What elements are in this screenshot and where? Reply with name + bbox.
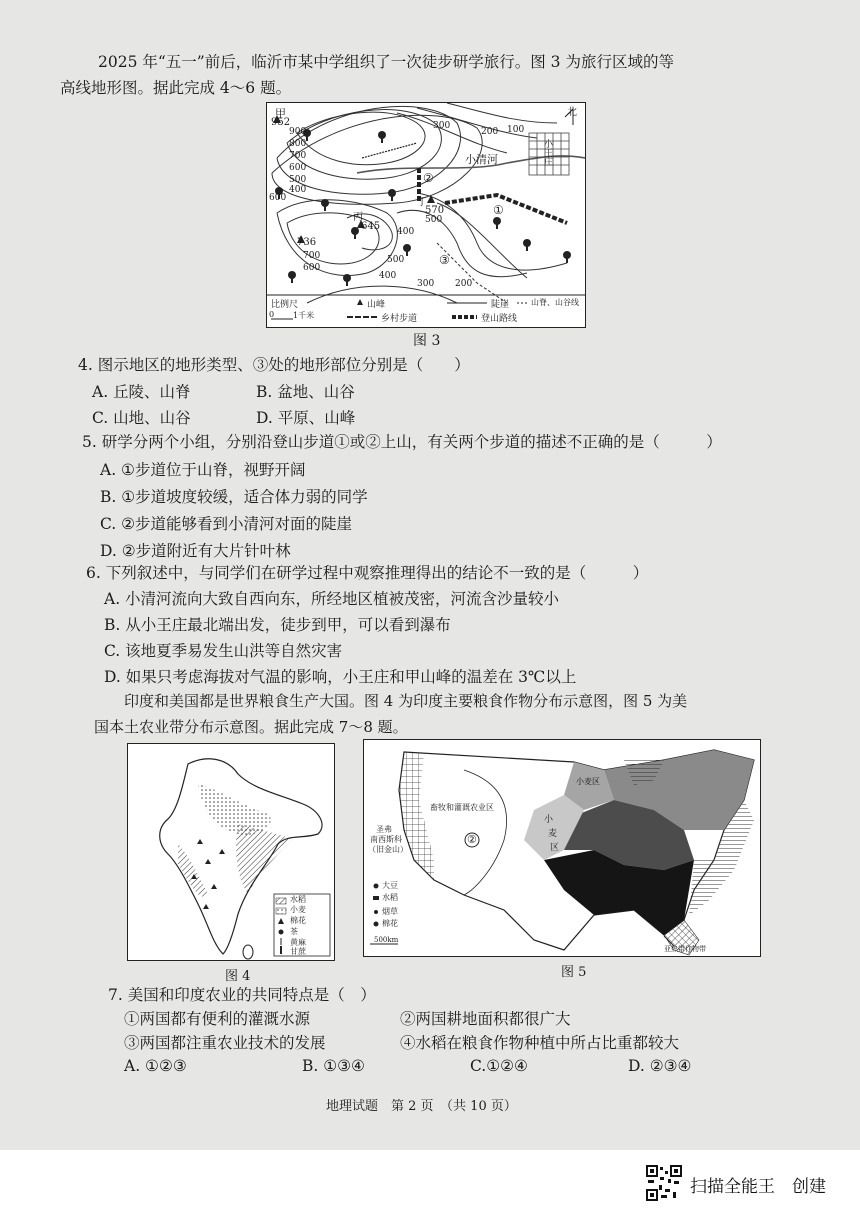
legend-path: 乡村步道 — [381, 314, 418, 324]
question-5-option-a: A. ①步道位于山脊，视野开阔 — [100, 461, 306, 479]
scanner-watermark-text: 扫描全能王 创建 — [690, 1177, 826, 1197]
question-4-option-d: D. 平原、山峰 — [256, 409, 356, 427]
contour-label: 700 — [303, 251, 321, 261]
contour-label: 400 — [289, 185, 307, 195]
wheat-center-label-2: 麦 — [548, 829, 558, 839]
legend-sugarcane: 甘蔗 — [290, 947, 306, 956]
question-7-statement-2: ②两国耕地面积都很广大 — [400, 1010, 571, 1028]
contour-label: 800 — [289, 139, 307, 149]
contour-label: 100 — [507, 125, 525, 135]
question-5-option-c: C. ②步道能够看到小清河对面的陡崖 — [100, 515, 353, 533]
question-7-statement-4: ④水稻在粮食作物种植中所占比重都较大 — [400, 1034, 680, 1052]
question-7-statement-1: ①两国都有便利的灌溉水源 — [124, 1010, 311, 1028]
legend-rice: 水稻 — [382, 893, 398, 902]
legend-tea: 茶 — [290, 927, 298, 936]
legend-peak: 山峰 — [367, 300, 386, 310]
question-7-statement-3: ③两国都注重农业技术的发展 — [124, 1034, 326, 1052]
contour-label: 400 — [379, 271, 397, 281]
legend-tobacco: 烟草 — [382, 907, 398, 916]
intro-text-line: 印度和美国都是世界粮食生产大国。图 4 为印度主要粮食作物分布示意图，图 5 为美 — [124, 692, 688, 710]
contour-label: 700 — [289, 151, 307, 161]
figure-3-contour-map — [266, 102, 586, 328]
figure-5-usa-map — [363, 739, 761, 957]
question-5-option-b: B. ①步道坡度较缓，适合体力弱的同学 — [100, 488, 368, 506]
question-4-stem: 4. 图示地区的地形类型、③处的地形部位分别是（ ） — [78, 356, 470, 374]
question-6-option-c: C. 该地夏季易发生山洪等自然灾害 — [104, 642, 343, 660]
question-5-stem: 5. 研学分两个小组，分别沿登山步道①或②上山，有关两个步道的描述不正确的是（ ） — [82, 433, 722, 451]
legend-wheat: 小麦 — [290, 905, 306, 914]
usa-map-svg — [364, 740, 760, 956]
question-4-option-a: A. 丘陵、山脊 — [92, 383, 191, 401]
wheat-north-label: 小麦区 — [576, 777, 600, 786]
peak-jia-elevation: 952 — [271, 117, 291, 128]
question-6-option-b: B. 从小王庄最北端出发，徒步到甲，可以看到瀑布 — [104, 616, 451, 634]
intro-text-line: 2025 年“五一”前后，临沂市某中学组织了一次徒步研学旅行。图 3 为旅行区域的等 — [98, 53, 674, 71]
scale-label: 500km — [374, 936, 399, 944]
question-6-option-a: A. 小清河流向大致自西向东，所经地区植被茂密，河流含沙量较小 — [104, 590, 560, 608]
legend-cotton: 棉花 — [290, 916, 306, 925]
sf-label-2: 南西斯科 — [370, 835, 402, 844]
question-6-option-d: D. 如果只考虑海拔对气温的影响，小王庄和甲山峰的温差在 3℃以上 — [104, 668, 577, 686]
page-footer: 地理试题 第 2 页 （共 10 页） — [326, 1099, 517, 1114]
trail-2-mark: ② — [423, 171, 434, 185]
qr-code-icon — [646, 1165, 682, 1201]
question-7-option-d: D. ②③④ — [628, 1057, 692, 1075]
legend-scale-start: 0 — [269, 310, 275, 319]
figure-4-india-map — [127, 743, 335, 961]
peak-bing-label: 丙 — [353, 212, 363, 223]
contour-label: 600 — [269, 193, 287, 203]
contour-label: 900 — [289, 127, 307, 137]
pasture-region-label: 畜牧和灌溉农业区 — [430, 803, 494, 812]
river-label: 小清河 — [465, 153, 498, 166]
question-7-stem: 7. 美国和印度农业的共同特点是（ ） — [108, 986, 376, 1004]
figure-5-caption: 图 5 — [561, 965, 587, 980]
contour-label: 500 — [387, 255, 405, 265]
contour-label: 600 — [303, 263, 321, 273]
contour-label: 500 — [289, 175, 307, 185]
location-3-mark: ③ — [439, 253, 450, 267]
contour-label: 400 — [397, 227, 415, 237]
peak-ding-label: 丁 — [417, 197, 427, 208]
contour-label: 600 — [289, 163, 307, 173]
area-2-mark: ② — [467, 833, 477, 846]
peak-bing-elevation: 645 — [361, 221, 381, 232]
trail-1-mark: ① — [493, 203, 504, 217]
sf-label-3: （旧金山） — [368, 845, 408, 854]
village-label: 小王庄 — [542, 139, 552, 166]
subtropical-label: 亚热带作物带 — [664, 945, 706, 953]
peak-jia-label: 甲 — [275, 107, 286, 120]
question-7-option-a: A. ①②③ — [124, 1057, 187, 1075]
legend-ridge: 山脊、山谷线 — [531, 298, 579, 307]
legend-rice: 水稻 — [290, 895, 306, 904]
north-label: 北 — [567, 107, 577, 118]
contour-label: 300 — [417, 279, 435, 289]
contour-label: 200 — [455, 279, 473, 289]
contour-label: 300 — [433, 121, 451, 131]
sf-label-1: 圣弗 — [376, 825, 392, 834]
legend-scale-end: 1千米 — [293, 311, 315, 320]
question-6-stem: 6. 下列叙述中，与同学们在研学过程中观察推理得出的结论不一致的是（ ） — [86, 564, 649, 582]
question-5-option-d: D. ②步道附近有大片针叶林 — [100, 542, 291, 560]
legend-cotton: 棉花 — [382, 919, 398, 928]
legend-jute: 黄麻 — [290, 938, 306, 947]
figure-4-caption: 图 4 — [225, 969, 251, 984]
wheat-center-label-1: 小 — [544, 815, 554, 825]
question-4-option-c: C. 山地、山谷 — [92, 409, 191, 427]
question-4-option-b: B. 盆地、山谷 — [256, 383, 355, 401]
peak-sw-elevation: 736 — [297, 237, 317, 248]
legend-cliff: 陡崖 — [491, 300, 510, 310]
figure-3-caption: 图 3 — [413, 333, 441, 349]
question-7-option-c: C.①②④ — [470, 1057, 528, 1075]
contour-label: 500 — [425, 215, 443, 225]
contour-label: 200 — [481, 127, 499, 137]
question-7-option-b: B. ①③④ — [302, 1057, 365, 1075]
legend-soybean: 大豆 — [382, 881, 398, 890]
peak-ding-elevation: 570 — [425, 205, 445, 216]
legend-scale: 比例尺 — [271, 300, 299, 310]
intro-text-line: 国本土农业带分布示意图。据此完成 7～8 题。 — [94, 718, 408, 736]
intro-text-line: 高线地形图。据此完成 4～6 题。 — [60, 79, 292, 97]
india-map-svg — [128, 744, 334, 960]
legend-trail: 登山路线 — [481, 314, 518, 324]
wheat-center-label-3: 区 — [550, 843, 560, 853]
